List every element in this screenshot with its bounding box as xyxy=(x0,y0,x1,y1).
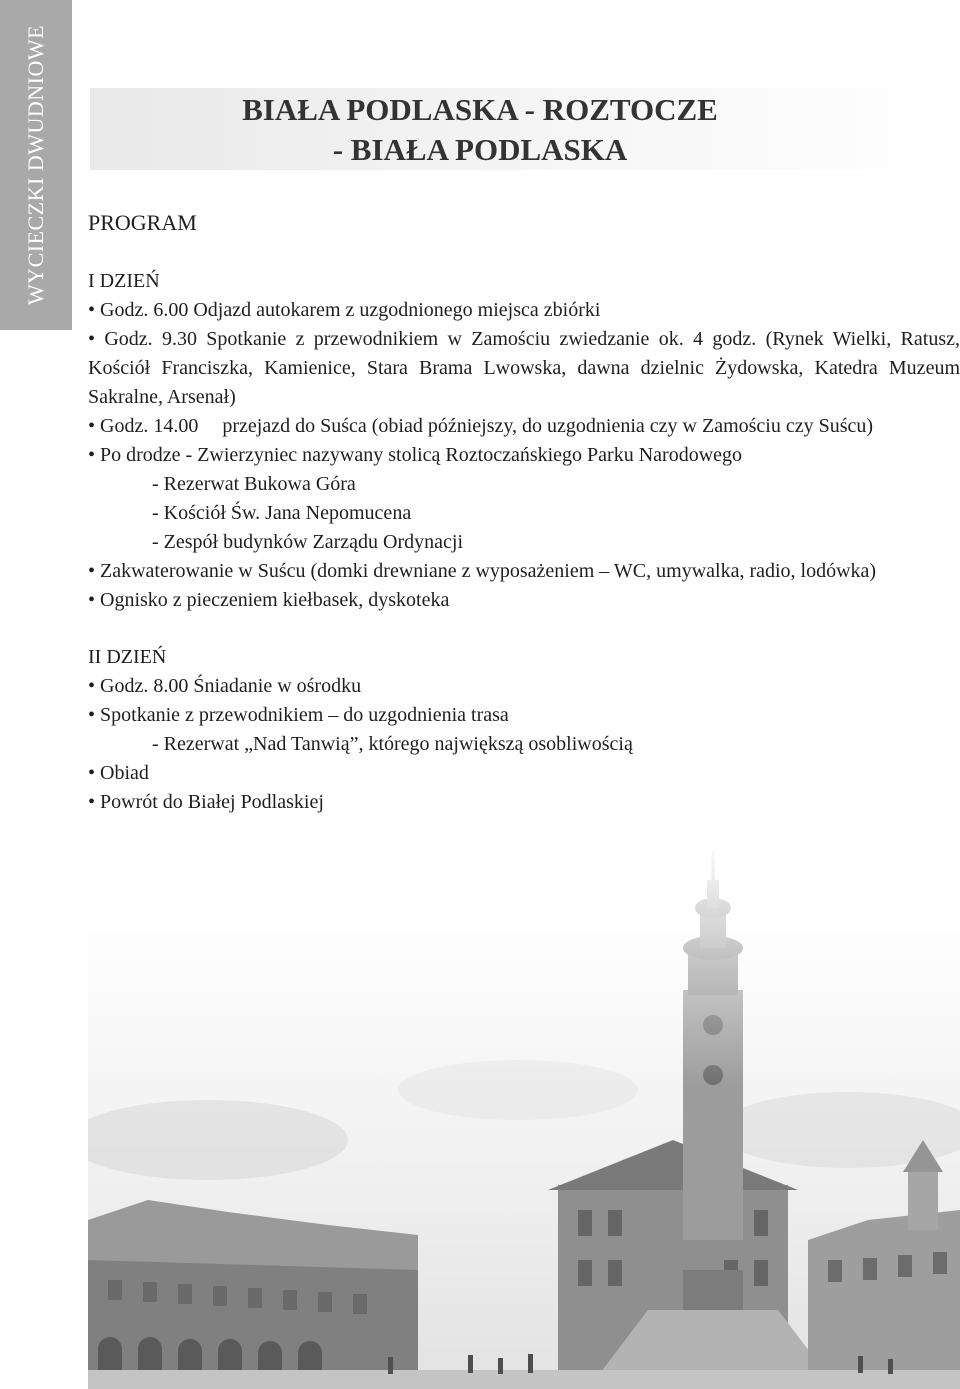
side-tab xyxy=(0,0,72,330)
title-line-1: BIAŁA PODLASKA - ROZTOCZE xyxy=(242,92,718,127)
day1-sub-1: - Rezerwat Bukowa Góra xyxy=(152,473,356,495)
day1-item-3-time: Godz. 14.00 xyxy=(100,415,199,437)
day2-item-3: • Obiad xyxy=(88,759,960,788)
day1-item-4: • Po drodze - Zwierzyniec nazywany stolicą Roztoczańskiego Parku Narodowego xyxy=(88,441,960,470)
day1-item-1: • Godz. 6.00 Odjazd autokarem z uzgodnionego miejsca zbiórki xyxy=(88,296,960,325)
day2-item-4: • Powrót do Białej Podlaskiej xyxy=(88,788,960,817)
program-label: PROGRAM xyxy=(88,210,197,235)
title-line-2: - BIAŁA PODLASKA xyxy=(332,132,628,167)
day2-sub-1: - Rezerwat „Nad Tanwią”, którego największą osobliwością xyxy=(152,733,633,755)
day1-item-2: • Godz. 9.30 Spotkanie z przewodnikiem w Zamościu zwiedzanie ok. 4 godz. (Rynek Wielki, Ratusz, Kościół Franciszka, Kamienice, Stara Brama Lwowska, dawna dzielnic Żydowska, Katedra Muzeum Sakralne, Arsenał) xyxy=(88,325,960,412)
side-tab-label: WYCIECZKI DWUDNIOWE xyxy=(23,24,48,306)
day1-item-6: • Ognisko z pieczeniem kiełbasek, dyskoteka xyxy=(88,586,960,615)
day2-heading: II DZIEŃ xyxy=(88,646,167,668)
day1-item-5: • Zakwaterowanie w Suścu (domki drewniane z wyposażeniem – WC, umywalka, radio, lodówka) xyxy=(88,557,960,586)
day1-sub-3: - Zespół budynków Zarządu Ordynacji xyxy=(152,531,464,553)
day1-heading: I DZIEŃ xyxy=(88,270,160,292)
program-content xyxy=(88,208,960,817)
town-hall-photo xyxy=(88,840,960,1389)
day1-item-3 xyxy=(88,412,960,441)
day2-item-2: • Spotkanie z przewodnikiem – do uzgodnienia trasa xyxy=(88,701,960,730)
day1-sub-2: - Kościół Św. Jana Nepomucena xyxy=(152,502,412,524)
page-title xyxy=(90,90,870,170)
day1-item-3-text: przejazd do Suśca (obiad późniejszy, do uzgodnienia czy w Zamościu czy Suścu) xyxy=(222,415,874,437)
day2-item-1: • Godz. 8.00 Śniadanie w ośrodku xyxy=(88,672,960,701)
